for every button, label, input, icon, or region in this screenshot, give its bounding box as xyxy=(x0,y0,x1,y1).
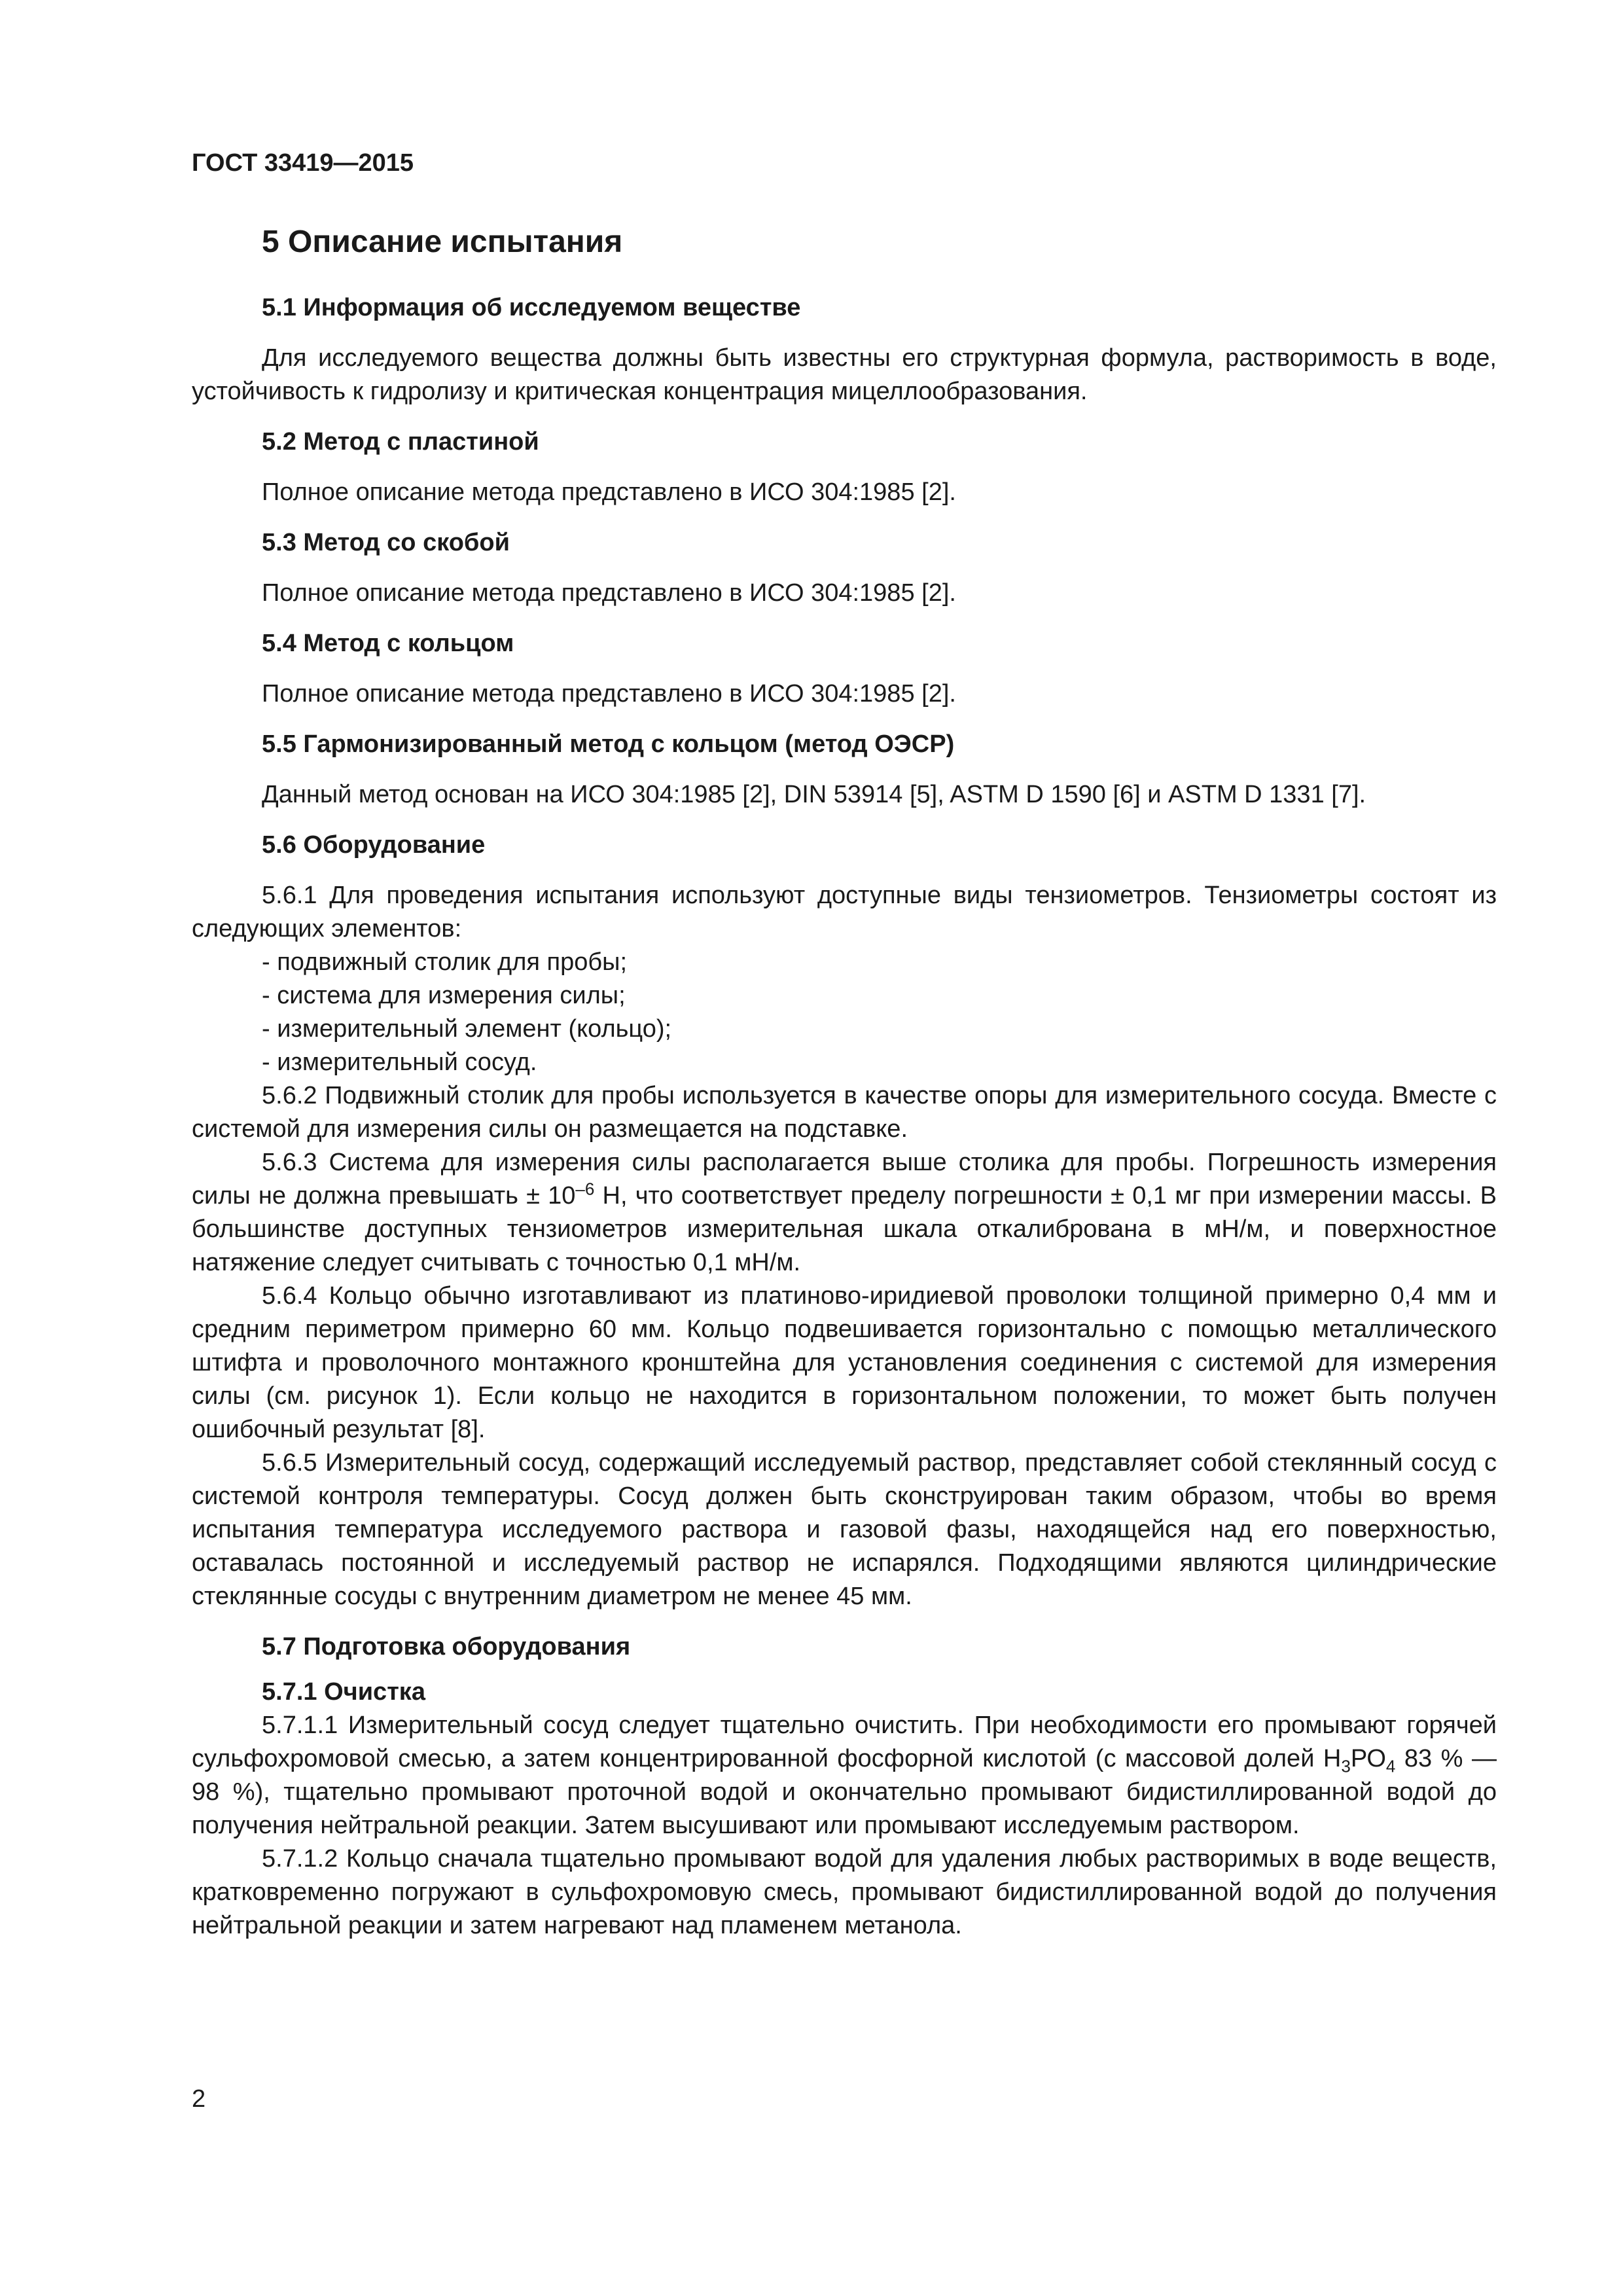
list-item: - подвижный столик для пробы; xyxy=(262,948,627,976)
subsection-title-5-7: 5.7 Подготовка оборудования xyxy=(262,1633,631,1660)
subscript-3: 3 xyxy=(1341,1756,1351,1776)
list-item: - измерительный сосуд. xyxy=(262,1049,537,1076)
subsection-title-5-1: 5.1 Информация об исследуемом веществе xyxy=(262,294,801,321)
paragraph-5-6-3 xyxy=(192,1146,1497,1280)
document-body xyxy=(192,291,1497,1943)
paragraph-5-6-1: 5.6.1 Для проведения испытания используют доступные виды тензиометров. Тензиометры состоят из следующих элементов: xyxy=(192,882,1497,942)
paragraph-5-3: Полное описание метода представлено в ИСО 304:1985 [2]. xyxy=(262,579,956,607)
paragraph-5-1: Для исследуемого вещества должны быть известны его структурная формула, растворимость в воде, устойчивость к гидролизу и критическая концентрация мицеллообразования. xyxy=(192,344,1497,405)
paragraph-5-7-1-1-part-1: 5.7.1.1 Измерительный сосуд следует тщательно очистить. При необходимости его промывают горячей сульфохромовой смесью, а затем концентрированной фосфорной кислотой (с массовой долей Н xyxy=(192,1712,1497,1772)
paragraph-5-6-4: 5.6.4 Кольцо обычно изготавливают из платиново-иридиевой проволоки толщиной примерно 0,4 мм и средним периметром примерно 60 мм. Кольцо подвешивается горизонтально с помощью металлического штифта и проволочного монтажного кронштейна для установления соединения с системой для измерения силы (см. рисунок 1). Если кольцо не находится в горизонтальном положении, то может быть получен ошибочный результат [8]. xyxy=(192,1282,1497,1443)
subsection-title-5-6: 5.6 Оборудование xyxy=(262,831,486,859)
subsection-title-5-7-1: 5.7.1 Очистка xyxy=(262,1678,425,1706)
list-item: - измерительный элемент (кольцо); xyxy=(262,1015,672,1043)
paragraph-5-4: Полное описание метода представлено в ИСО 304:1985 [2]. xyxy=(262,680,956,708)
paragraph-5-7-1-1-part-2: РО xyxy=(1350,1745,1386,1772)
paragraph-5-6-2: 5.6.2 Подвижный столик для пробы используется в качестве опоры для измерительного сосуда. Вместе с системой для измерения силы он размещается на подставке. xyxy=(192,1082,1497,1143)
paragraph-5-6-3-part-1: 5.6.3 Система для измерения силы располагается выше столика для пробы. Погрешность измерения силы не должна превышать ± 10 xyxy=(192,1149,1497,1210)
page-number: 2 xyxy=(192,2085,206,2113)
subsection-title-5-5: 5.5 Гармонизированный метод с кольцом (метод ОЭСР) xyxy=(262,730,955,758)
list-item: - система для измерения силы; xyxy=(262,982,626,1009)
section-title: 5 Описание испытания xyxy=(262,224,623,259)
superscript-exponent: –6 xyxy=(575,1179,595,1199)
paragraph-5-6-5: 5.6.5 Измерительный сосуд, содержащий исследуемый раствор, представляет собой стеклянный сосуд с системой контроля температуры. Сосуд должен быть сконструирован таким образом, чтобы во время испытания температура исследуемого раствора и газовой фазы, находящейся над его поверхностью, оставалась постоянной и исследуемый раствор не испарялся. Подходящими являются цилиндрические стеклянные сосуды с внутренним диаметром не менее 45 мм. xyxy=(192,1449,1497,1610)
paragraph-5-7-1-1-part-3: 83 % — 98 %), тщательно промывают проточной водой и окончательно промывают бидистиллированной водой до получения нейтральной реакции. Затем высушивают или промывают исследуемым раствором. xyxy=(192,1745,1497,1839)
subsection-title-5-2: 5.2 Метод с пластиной xyxy=(262,428,539,456)
paragraph-5-5: Данный метод основан на ИСО 304:1985 [2], DIN 53914 [5], ASTM D 1590 [6] и ASTM D 1331 [7]. xyxy=(262,781,1366,808)
document-code: ГОСТ 33419—2015 xyxy=(192,149,414,177)
paragraph-5-6-3-part-2: Н, что соответствует пределу погрешности ± 0,1 мг при измерении массы. В большинстве доступных тензиометров измерительная шкала откалибрована в мН/м, и поверхностное натяжение следует считывать с точностью 0,1 мН/м. xyxy=(192,1182,1497,1276)
subsection-title-5-3: 5.3 Метод со скобой xyxy=(262,529,510,556)
subsection-title-5-4: 5.4 Метод с кольцом xyxy=(262,630,514,657)
paragraph-5-2: Полное описание метода представлено в ИСО 304:1985 [2]. xyxy=(262,478,956,506)
paragraph-5-7-1-1 xyxy=(192,1709,1497,1842)
subscript-4: 4 xyxy=(1385,1756,1396,1776)
paragraph-5-7-1-2: 5.7.1.2 Кольцо сначала тщательно промывают водой для удаления любых растворимых в воде веществ, кратковременно погружают в сульфохромовую смесь, промывают бидистиллированной водой до получения нейтральной реакции и затем нагревают над пламенем метанола. xyxy=(192,1845,1497,1939)
